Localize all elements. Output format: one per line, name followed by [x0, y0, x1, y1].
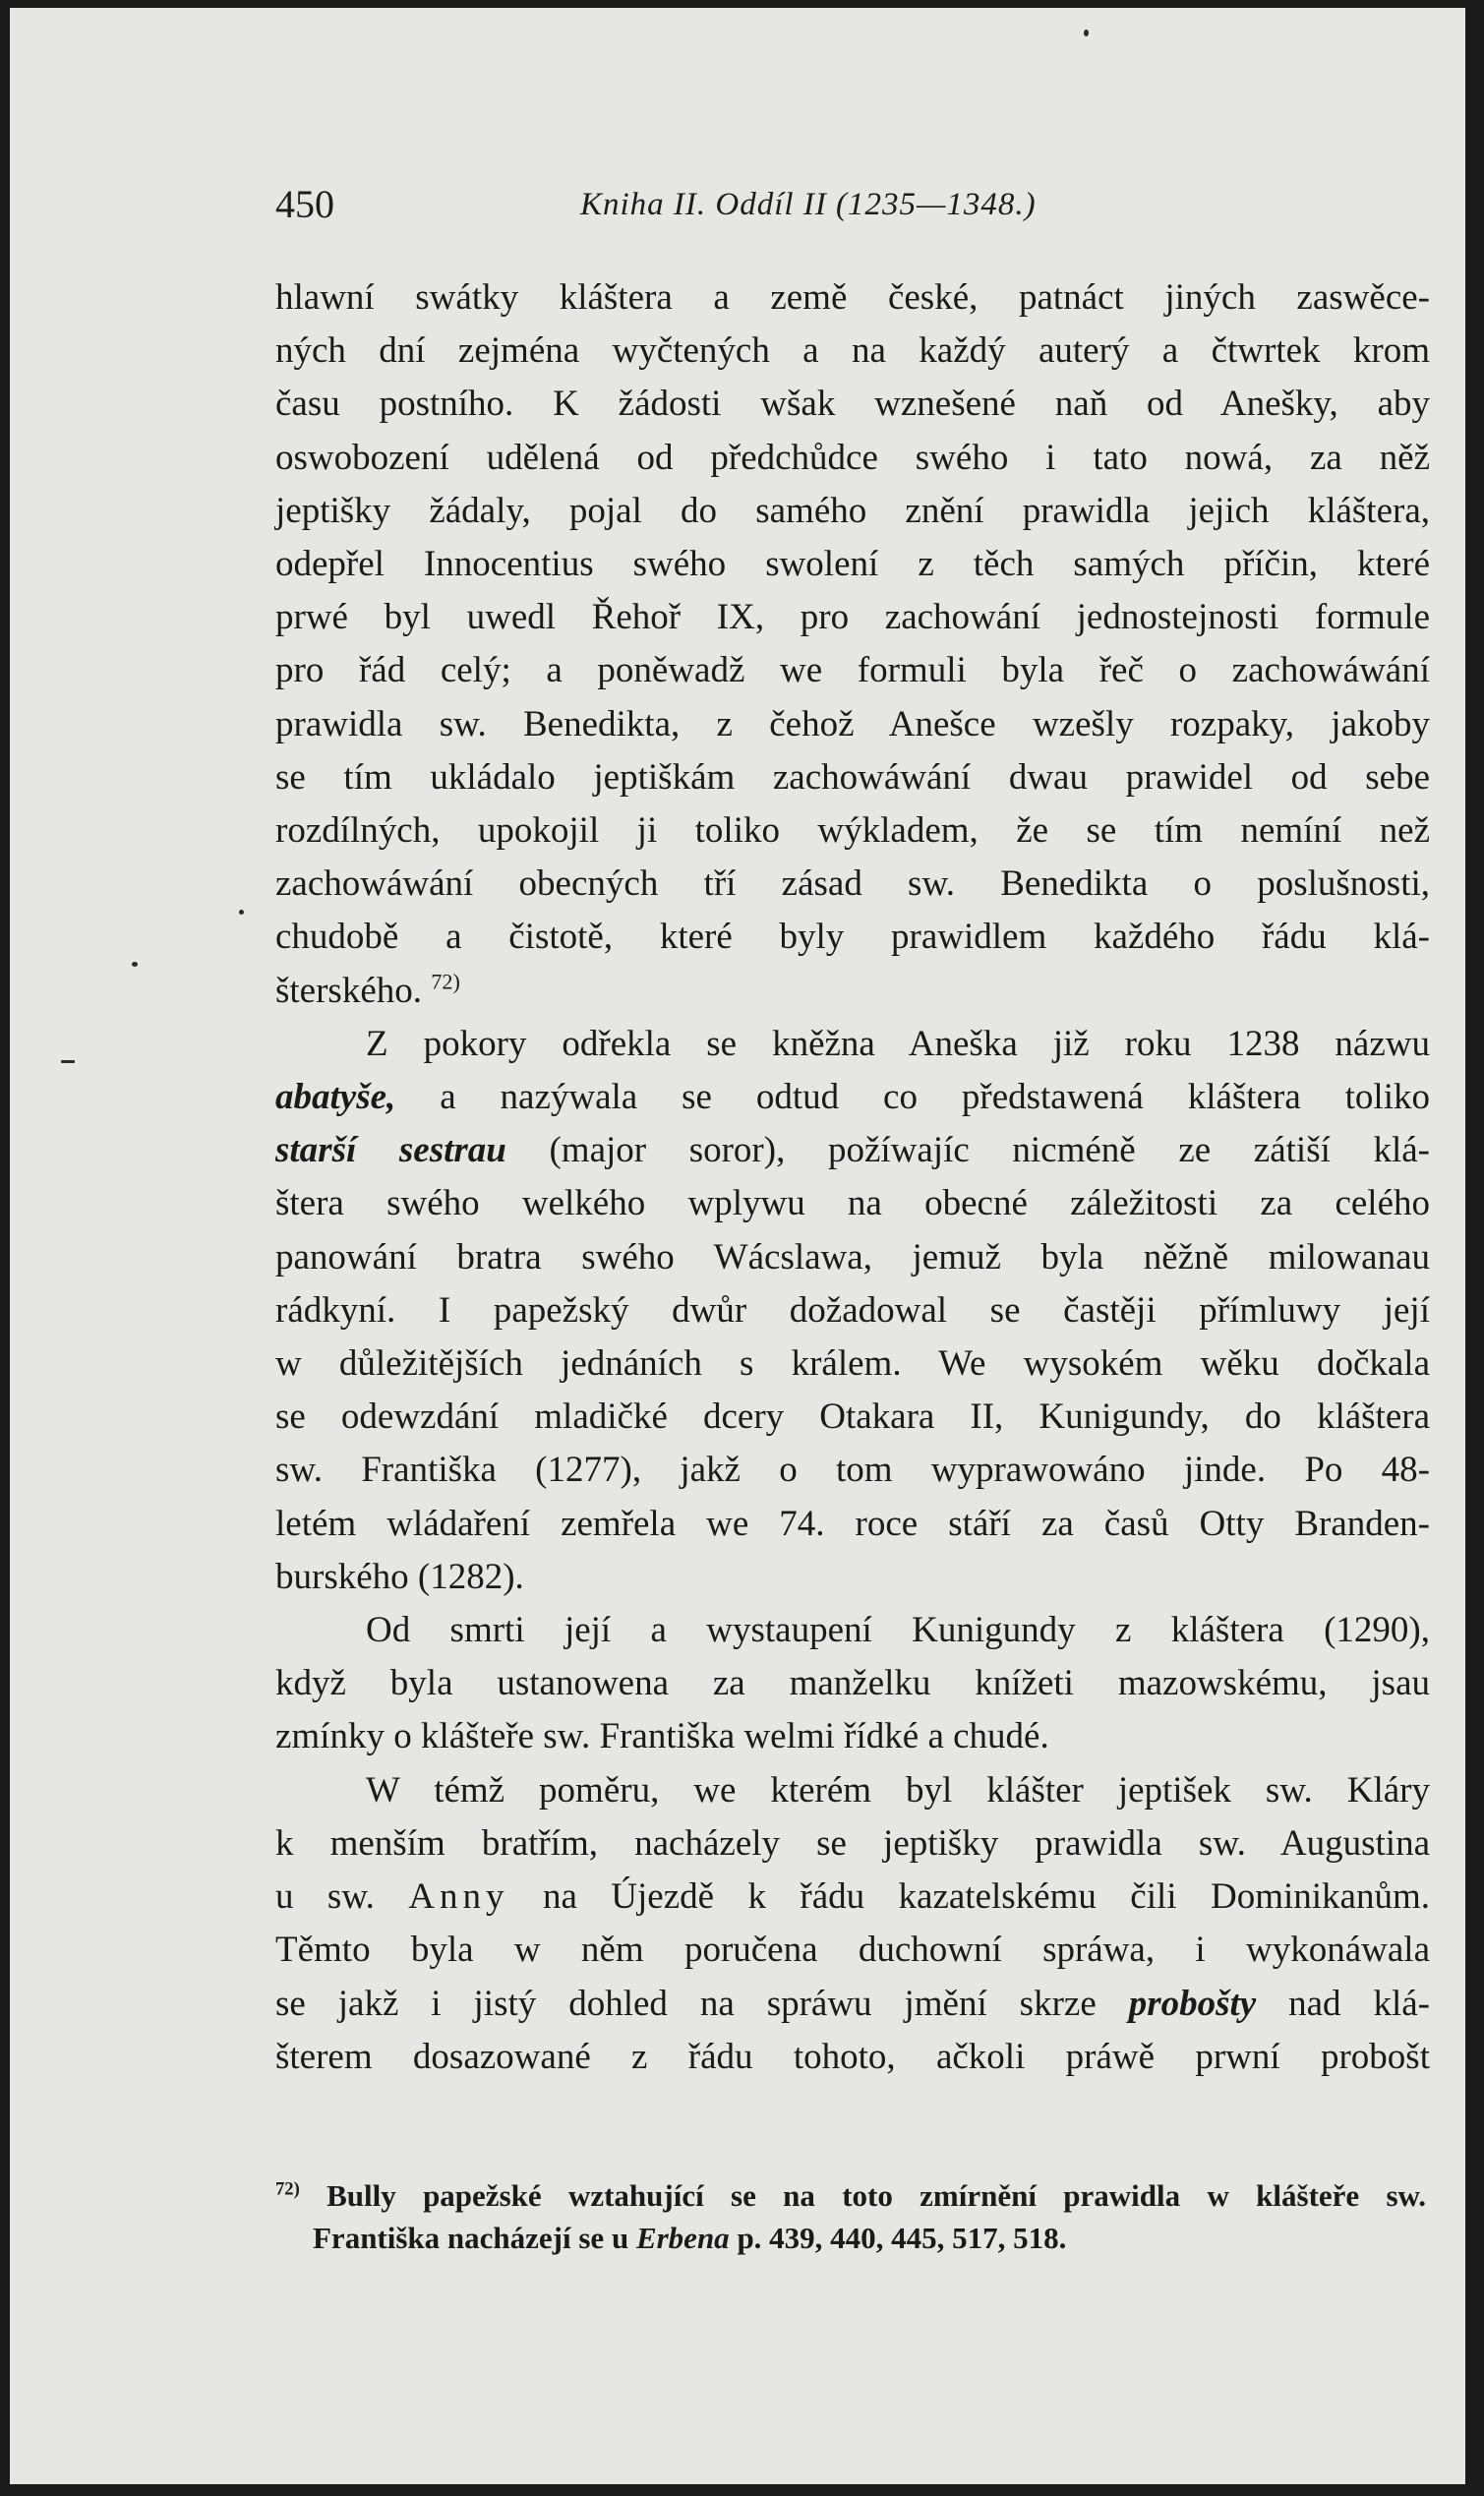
text-fragment: p. 439, 440, 445, 517, 518.	[729, 2221, 1067, 2255]
page-header	[275, 181, 1421, 240]
scan-speck	[132, 962, 138, 967]
text-line: jeptišky žádaly, pojal do samého znění prawidla jejich kláštera,	[275, 490, 1430, 531]
text-line: pro řád celý; a poněwadž we formuli byla řeč o zachowáwání	[275, 650, 1430, 691]
text-line: w důležitějších jednáních s králem. We wysokém wěku dočkala	[275, 1343, 1430, 1385]
text-line: Z pokory odřekla se kněžna Aneška již roku 1238 názwu	[366, 1023, 1430, 1064]
text-fragment: na Újezdě k řádu kazatelskému čili Dominikanům.	[508, 1876, 1430, 1918]
text-fragment: šterského.	[275, 970, 422, 1011]
running-head: Kniha II. Oddíl II (1235—1348.)	[580, 187, 1037, 222]
emphasis-erbena: Erbena	[635, 2221, 730, 2255]
text-line	[275, 1071, 1430, 1124]
text-line: rozdílných, upokojil ji toliko wýkladem, že se tím nemíní než	[275, 810, 1430, 852]
text-line	[275, 1124, 1430, 1177]
text-line: ných dní zejména wyčtených a na každý auterý a čtwrtek krom	[275, 330, 1430, 372]
emphasis-abatyse: abatyše,	[275, 1077, 396, 1118]
text-line: k menším bratřím, nacházely se jeptišky prawidla sw. Augustina	[275, 1822, 1430, 1864]
text-fragment: Bully papežské wztahující se na toto zmírnění prawidla w klášteře sw.	[299, 2178, 1426, 2213]
text-line: chudobě a čistotě, které byly prawidlem každého řádu klá-	[275, 917, 1430, 958]
text-line: když byla ustanowena za manželku knížeti mazowskému, jsau	[275, 1663, 1430, 1704]
text-line: W témž poměru, we kterém byl klášter jeptišek sw. Kláry	[366, 1769, 1430, 1811]
scan-speck	[61, 1060, 75, 1063]
text-line: odepřel Innocentius swého swolení z těch samých příčin, které	[275, 544, 1430, 585]
text-fragment: se jakž i jistý dohled na spráwu jmění skrze	[275, 1983, 1129, 2024]
emphasis-starsi-sestrau: starší sestrau	[275, 1130, 506, 1171]
text-line: prawidla sw. Benedikta, z čehož Anešce wzešly rozpaky, jakoby	[275, 703, 1430, 744]
text-fragment: u sw.	[275, 1876, 409, 1918]
text-line: sw. Františka (1277), jakž o tom wyprawowáno jinde. Po 48-	[275, 1450, 1430, 1491]
text-line: panowání bratra swého Wácslawa, jemuž byla něžně milowanau	[275, 1236, 1430, 1278]
text-line: rádkyní. I papežský dwůr dožadowal se častěji přímluwy její	[275, 1289, 1430, 1331]
text-line: se tím ukládalo jeptiškám zachowáwání dwau prawidel od sebe	[275, 756, 1430, 798]
text-line: letém wládaření zemřela we 74. roce stáří za časů Otty Branden-	[275, 1503, 1430, 1544]
text-line: času postního. K žádosti wšak wznešené naň od Anešky, aby	[275, 384, 1430, 425]
text-line	[275, 1978, 1430, 2031]
text-line: burského (1282).	[275, 1556, 524, 1597]
book-page	[10, 8, 1465, 2484]
footnote-marker: 72)	[275, 2178, 300, 2200]
text-line	[275, 965, 1430, 1018]
text-line: Od smrti její a wystaupení Kunigundy z kláštera (1290),	[366, 1610, 1430, 1651]
text-line: Těmto byla w něm poručena duchowní spráwa, i wykonáwala	[275, 1930, 1430, 1971]
text-line: zachowáwání obecných tří zásad sw. Benedikta o poslušnosti,	[275, 863, 1430, 905]
text-fragment: nad klá-	[1256, 1983, 1430, 2024]
text-fragment: (major soror), požíwajíc nicméně ze zátiší klá-	[505, 1130, 1431, 1171]
text-line: zmínky o klášteře sw. Františka welmi řídké a chudé.	[275, 1716, 1049, 1757]
footnote-line	[275, 2174, 1426, 2217]
footnote-reference[interactable]: 72)	[431, 969, 460, 994]
text-line: oswobození udělená od předchůdce swého i tato nowá, za něž	[275, 437, 1430, 478]
text-fragment: a nazýwala se odtud co předstawená kláštera toliko	[395, 1077, 1430, 1118]
spaced-name-anny: Anny	[408, 1876, 509, 1918]
text-line: šterem dosazowané z řádu tohoto, ačkoli práwě prwní probošt	[275, 2036, 1430, 2077]
scan-speck	[1084, 30, 1089, 36]
text-line: se odewzdání mladičké dcery Otakara II, Kunigundy, do kláštera	[275, 1397, 1430, 1438]
page-number: 450	[275, 182, 334, 226]
footnote	[275, 2174, 1426, 2259]
text-fragment: Františka nacházejí se u	[313, 2221, 636, 2255]
text-line: štera swého welkého wplywu na obecné záležitosti za celého	[275, 1183, 1430, 1224]
emphasis-probosty: probošty	[1128, 1983, 1257, 2024]
body-text	[275, 271, 1430, 2084]
scan-speck	[239, 910, 244, 915]
footnote-line	[275, 2217, 1426, 2259]
text-line: prwé byl uwedl Řehoř IX, pro zachowání jednostejnosti formule	[275, 597, 1430, 638]
text-line	[275, 1871, 1430, 1924]
text-line: hlawní swátky kláštera a země české, patnáct jiných zaswěce-	[275, 277, 1430, 318]
